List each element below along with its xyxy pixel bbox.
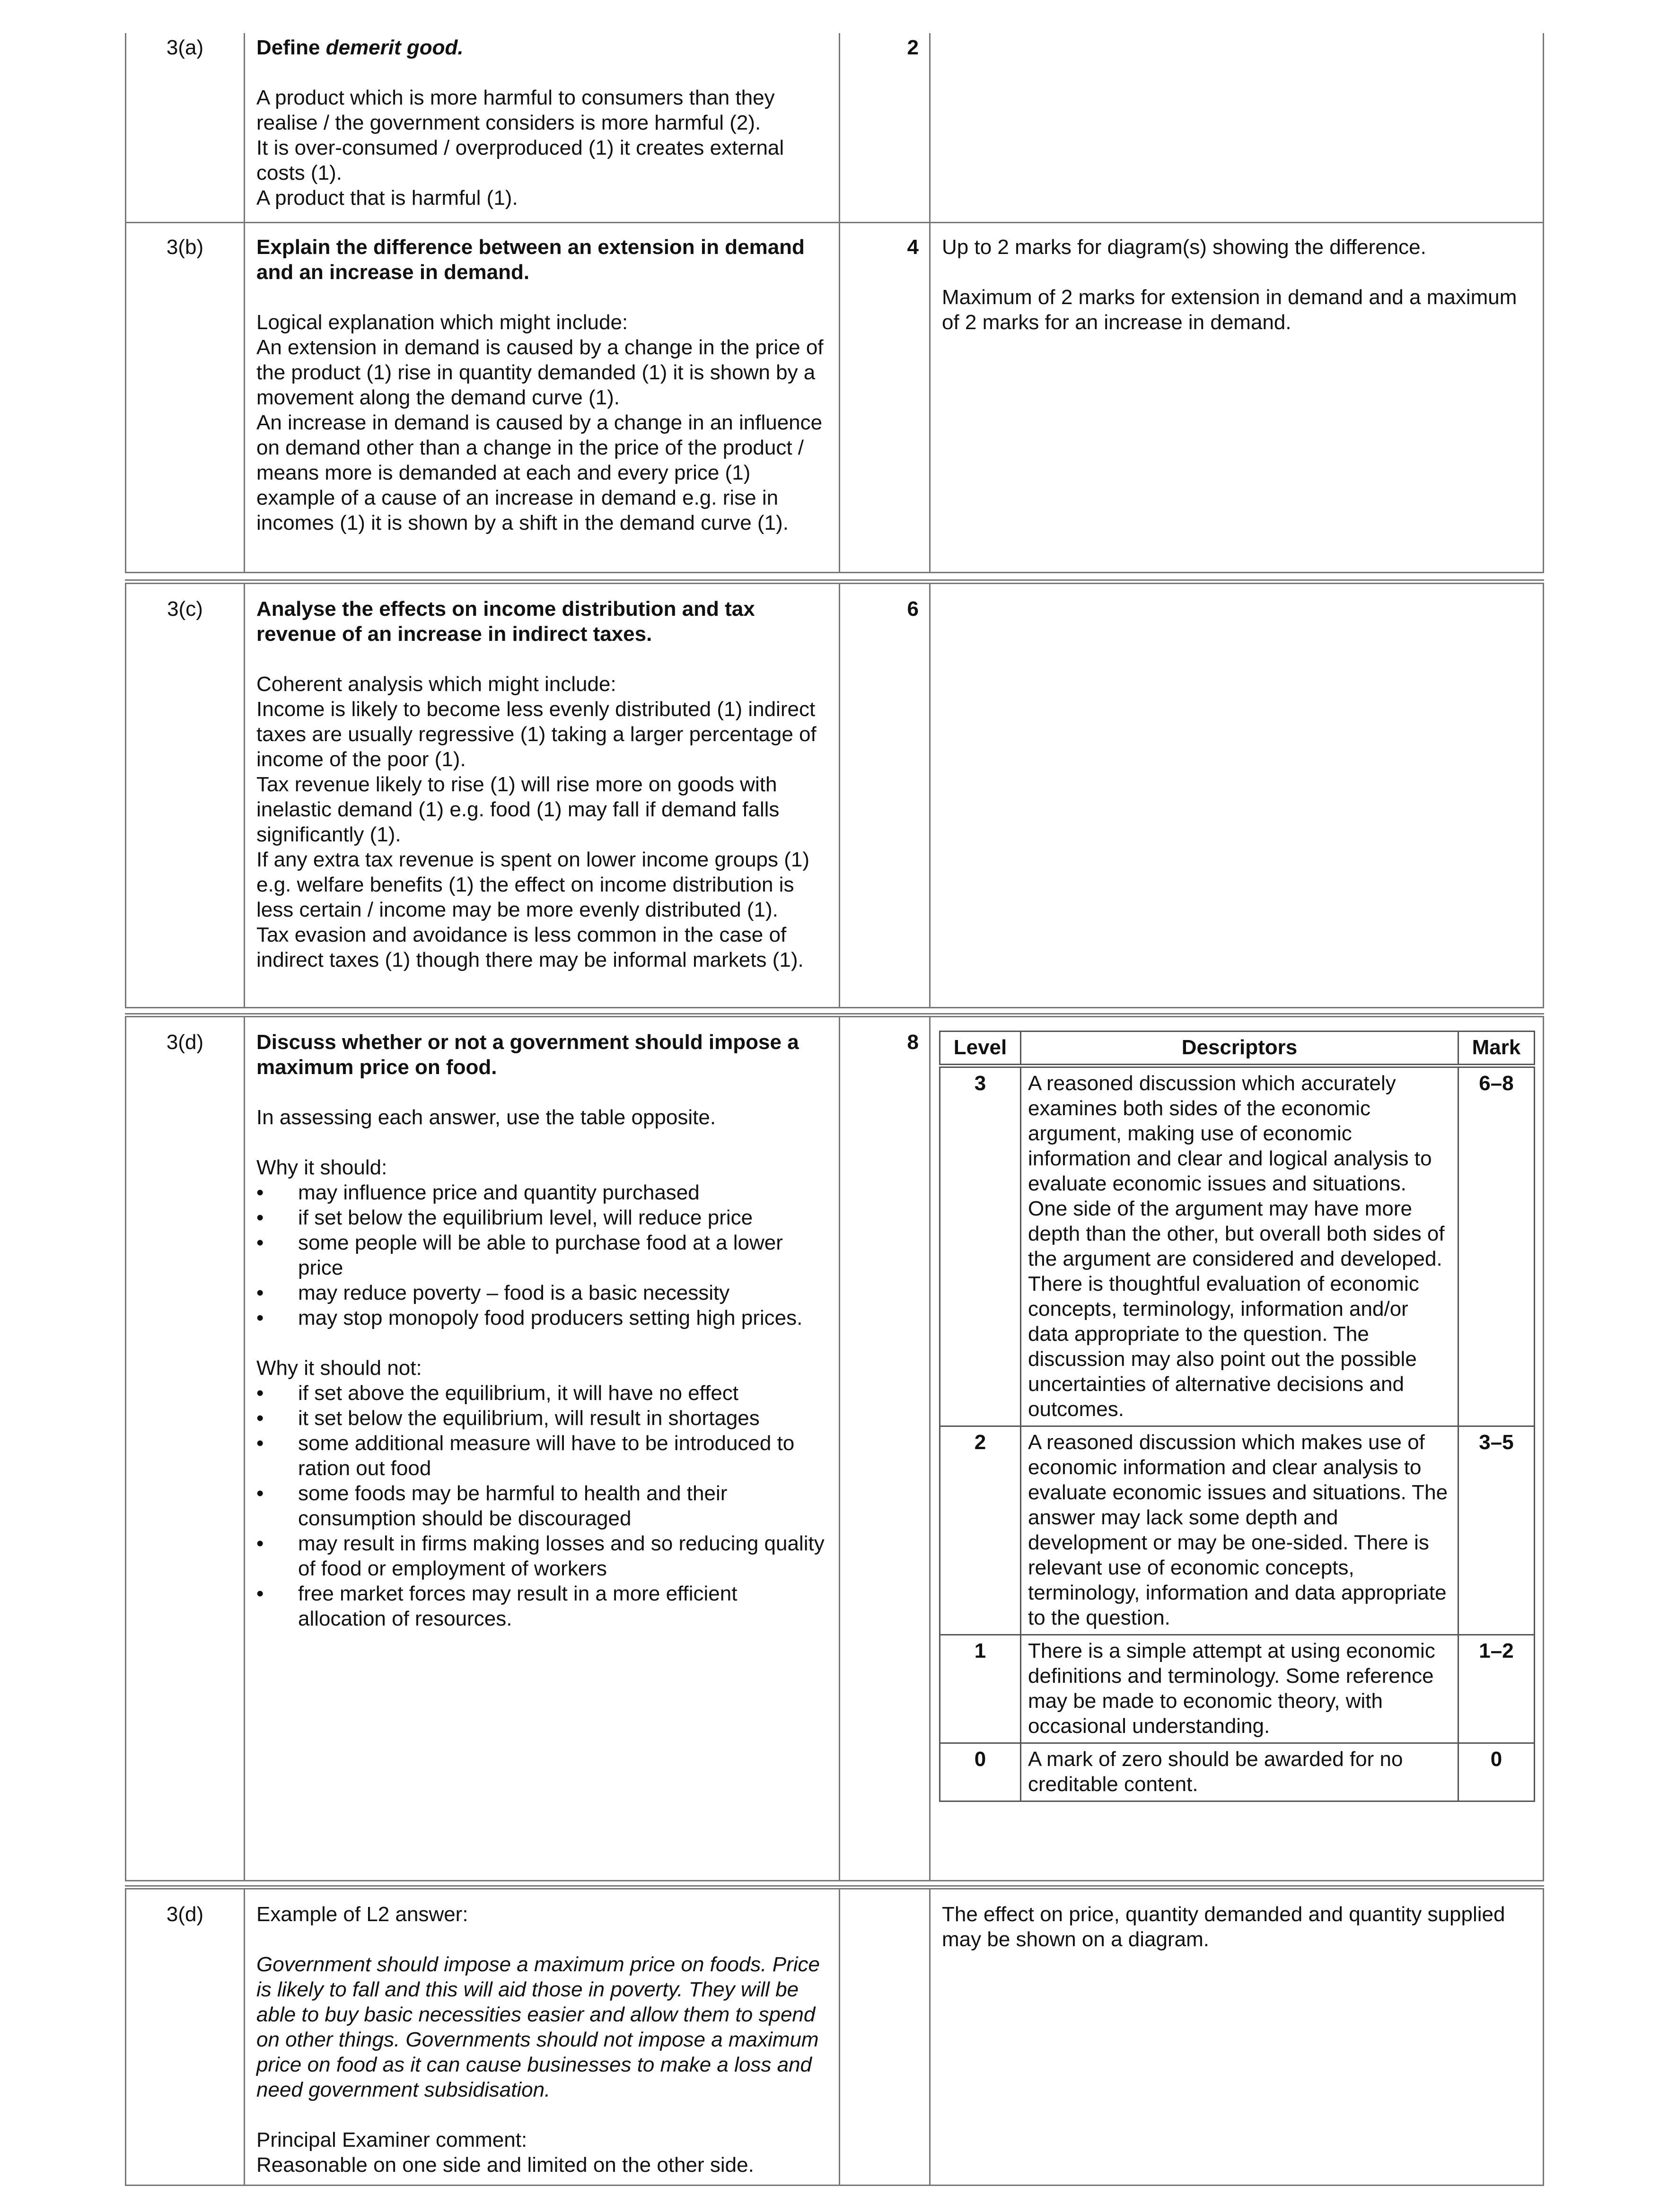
- list-item: • may reduce poverty – food is a basic necessity: [256, 1280, 828, 1305]
- descriptor-text: A mark of zero should be awarded for no creditable content.: [1021, 1743, 1458, 1801]
- answer-line: An increase in demand is caused by a change in an influence on demand other than a change in the price of the product / means more is demanded at each and every price (1) example of a cause of an increase in demand e.g. rise in incomes (1) it is shown by a shift in the demand curve (1).: [256, 411, 823, 534]
- row-3a: [125, 33, 1544, 223]
- descriptor-text: A reasoned discussion which accurately examines both sides of the economic argument, making use of economic information and clear and logical analysis to evaluate economic issues and situations. One side of the argument may have more depth than the other, but overall both sides of the argument are considered and developed. There is thoughtful evaluation of economic concepts, terminology, information and/or data appropriate to the question. The discussion may also point out the possible uncertainties of alternative decisions and outcomes.: [1021, 1066, 1458, 1426]
- answer-intro: In assessing each answer, use the table opposite.: [256, 1106, 716, 1129]
- answer-line: Tax evasion and avoidance is less common in the case of indirect taxes (1) though there may be informal markets (1).: [256, 923, 804, 971]
- marks-cell: 6: [907, 597, 919, 621]
- question-number: 3(d): [166, 1031, 204, 1054]
- answer-line: Tax revenue likely to rise (1) will rise more on goods with inelastic demand (1) e.g. food (1) may fall if demand falls significantly (1).: [256, 773, 780, 846]
- table-header-row: [940, 1032, 1535, 1066]
- answer-cell: [245, 1900, 839, 2177]
- examiner-comment-label: Principal Examiner comment:: [256, 2128, 527, 2151]
- table-row: [940, 1066, 1535, 1426]
- descriptor-text: There is a simple attempt at using economic definitions and terminology. Some reference may be made to economic theory, with occasional understanding.: [1021, 1635, 1458, 1743]
- answer-intro: Logical explanation which might include:: [256, 311, 628, 334]
- answer-line: It is over-consumed / overproduced (1) it creates external costs (1).: [256, 136, 784, 184]
- question-number: 3(c): [167, 597, 203, 621]
- answer-cell: [245, 595, 839, 972]
- level-descriptor-table: [939, 1031, 1535, 1802]
- why-should-list: [256, 1180, 828, 1330]
- row-separator: [125, 1013, 1544, 1014]
- list-item: • it set below the equilibrium, will result in shortages: [256, 1406, 828, 1431]
- level-value: 2: [940, 1426, 1021, 1635]
- mark-range: 3–5: [1458, 1426, 1535, 1635]
- answer-cell: [245, 1028, 839, 1656]
- level-header: Level: [940, 1032, 1021, 1066]
- list-item: • if set above the equilibrium, it will have no effect: [256, 1381, 828, 1406]
- level-value: 0: [940, 1743, 1021, 1801]
- marks-cell: 8: [907, 1031, 919, 1054]
- marks-cell: [840, 1900, 929, 1902]
- answer-cell: [245, 33, 839, 210]
- examiner-comment: Reasonable on one side and limited on the other side.: [256, 2153, 754, 2177]
- table-row: [940, 1743, 1535, 1801]
- descriptor-text: A reasoned discussion which makes use of economic information and clear analysis to evaluate economic issues and situations. The answer may lack some depth and development or may be one-sided. There is relevant use of economic concepts, terminology, information and data appropriate to the question.: [1021, 1426, 1458, 1635]
- row-separator: [125, 1885, 1544, 1887]
- answer-line: A product which is more harmful to consumers than they realise / the government considers is more harmful (2).: [256, 86, 775, 134]
- why-not-list: [256, 1381, 828, 1631]
- list-item: • some people will be able to purchase food at a lower price: [256, 1230, 828, 1280]
- list-item: • if set below the equilibrium level, will reduce price: [256, 1205, 828, 1230]
- mark-range: 0: [1458, 1743, 1535, 1801]
- guidance-line: Maximum of 2 marks for extension in demand and a maximum of 2 marks for an increase in demand.: [942, 286, 1517, 334]
- list-item: • may influence price and quantity purchased: [256, 1180, 828, 1205]
- question-heading: Discuss whether or not a government should impose a maximum price on food.: [256, 1031, 799, 1079]
- row-separator: [125, 579, 1544, 581]
- question-number: 3(d): [166, 1903, 204, 1926]
- question-heading: Define demerit good.: [256, 36, 464, 59]
- why-should-heading: Why it should:: [256, 1156, 387, 1179]
- row-3d: [125, 1016, 1544, 1881]
- list-item: • free market forces may result in a more efficient allocation of resources.: [256, 1581, 828, 1631]
- row-3c: [125, 583, 1544, 1008]
- table-row: [940, 1426, 1535, 1635]
- example-answer: Government should impose a maximum price on foods. Price is likely to fall and this will aid those in poverty. They will be able to buy basic necessities easier and allow them to spend on other things. Governments should not impose a maximum price on food as it can cause businesses to make a loss and need government subsidisation.: [256, 1953, 820, 2101]
- list-item: • may stop monopoly food producers setting high prices.: [256, 1305, 828, 1330]
- table-row: [940, 1635, 1535, 1743]
- question-heading: Explain the difference between an extension in demand and an increase in demand.: [256, 236, 805, 284]
- question-number: 3(a): [166, 36, 204, 59]
- list-item: • may result in firms making losses and so reducing quality of food or employment of workers: [256, 1531, 828, 1581]
- marks-cell: 2: [907, 36, 919, 59]
- list-item: • some additional measure will have to be introduced to ration out food: [256, 1431, 828, 1481]
- guidance-cell: The effect on price, quantity demanded and quantity supplied may be shown on a diagram.: [942, 1903, 1505, 1951]
- answer-line: A product that is harmful (1).: [256, 186, 518, 210]
- mark-range: 1–2: [1458, 1635, 1535, 1743]
- answer-cell: [245, 233, 839, 535]
- guidance-cell: [931, 595, 1543, 596]
- mark-header: Mark: [1458, 1032, 1535, 1066]
- answer-line: Income is likely to become less evenly distributed (1) indirect taxes are usually regressive (1) taking a larger percentage of income of the poor (1).: [256, 698, 817, 771]
- guidance-line: Up to 2 marks for diagram(s) showing the difference.: [942, 236, 1426, 259]
- mark-range: 6–8: [1458, 1066, 1535, 1426]
- answer-line: An extension in demand is caused by a change in the price of the product (1) rise in quantity demanded (1) it is shown by a movement along the demand curve (1).: [256, 336, 824, 409]
- why-not-heading: Why it should not:: [256, 1356, 422, 1380]
- answer-line: If any extra tax revenue is spent on lower income groups (1) e.g. welfare benefits (1) the effect on income distribution is less certain / income may be more evenly distributed (1).: [256, 848, 810, 921]
- list-item: • some foods may be harmful to health and their consumption should be discouraged: [256, 1481, 828, 1531]
- level-value: 1: [940, 1635, 1021, 1743]
- answer-intro: Coherent analysis which might include:: [256, 673, 616, 696]
- guidance-cell: [931, 233, 1543, 335]
- level-value: 3: [940, 1066, 1021, 1426]
- marks-cell: 4: [907, 236, 919, 259]
- row-3d-example: [125, 1888, 1544, 2186]
- row-3b: [125, 223, 1544, 573]
- guidance-cell: [931, 33, 1543, 35]
- descriptors-header: Descriptors: [1021, 1032, 1458, 1066]
- question-heading: Analyse the effects on income distribution and tax revenue of an increase in indirect taxes.: [256, 597, 755, 646]
- example-label: Example of L2 answer:: [256, 1903, 468, 1926]
- question-number: 3(b): [166, 236, 204, 259]
